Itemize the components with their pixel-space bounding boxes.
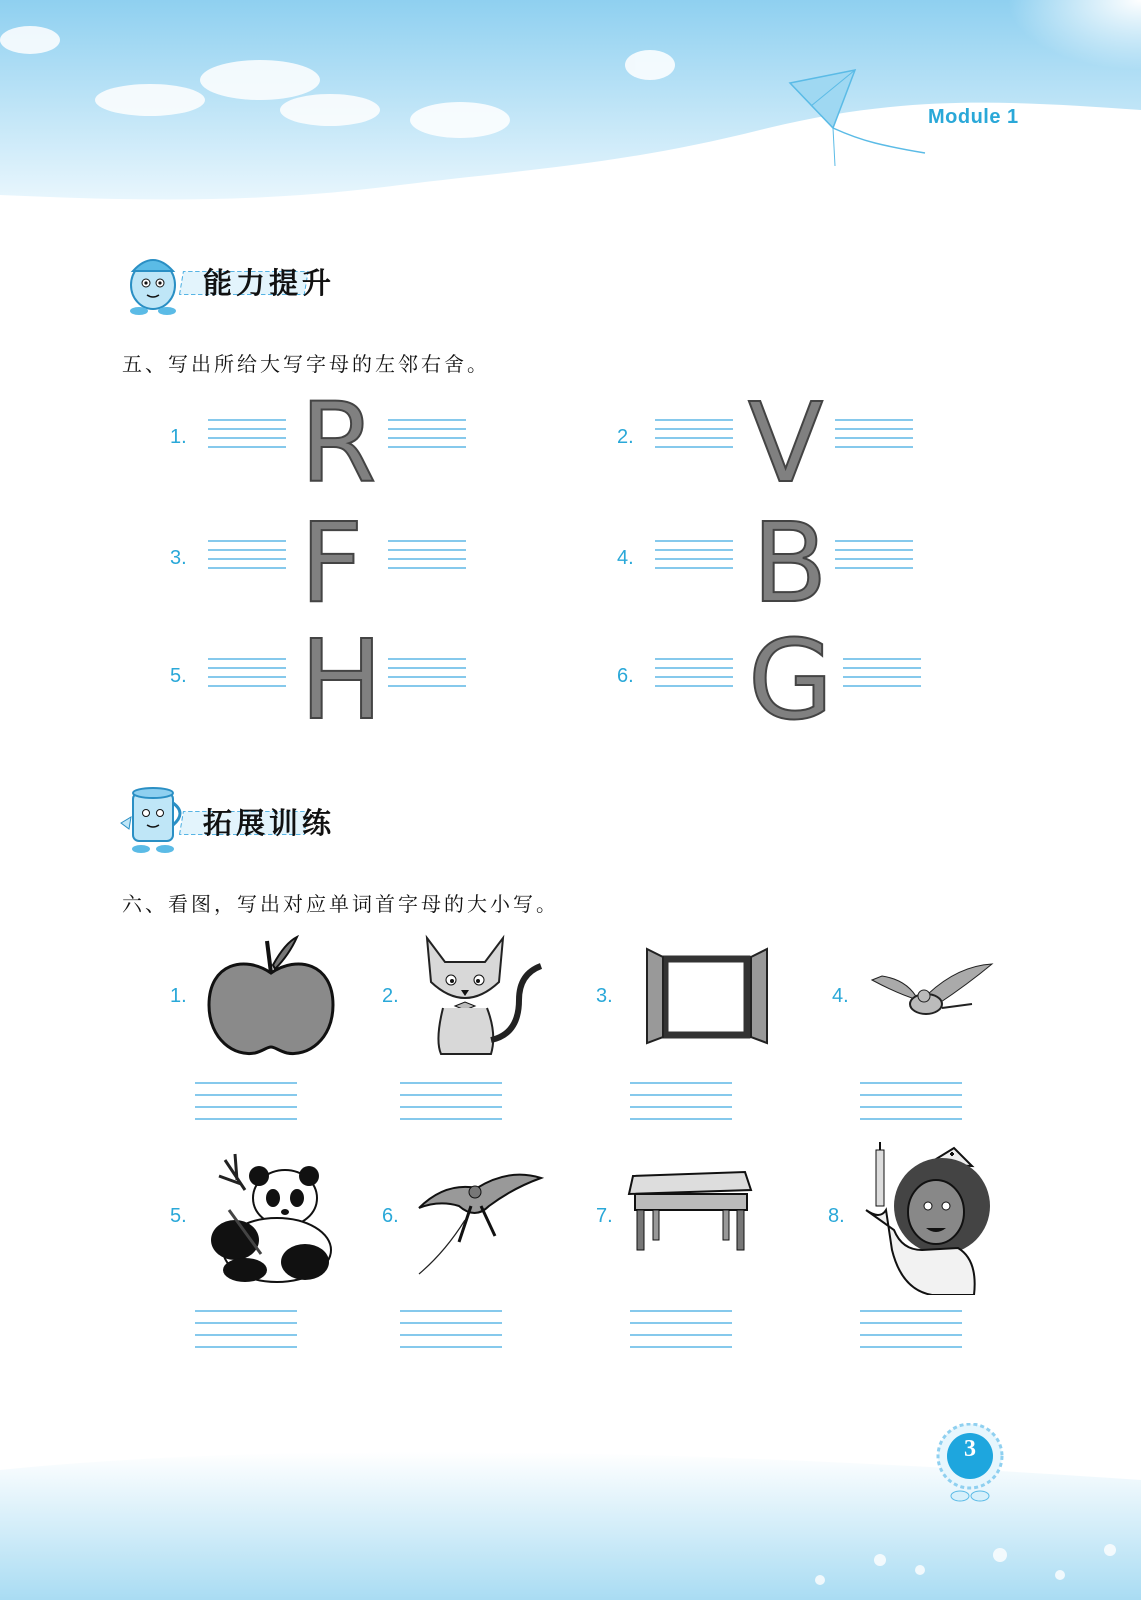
answer-lines-right[interactable] [835,419,913,449]
exercise-5-item-6 [617,665,634,688]
item-number: 7. [596,1205,613,1227]
item-number: 2. [617,426,634,448]
capital-letter: F [300,499,364,627]
answer-lines[interactable] [630,1310,732,1348]
item-number: 4. [617,547,634,569]
answer-lines-left[interactable] [655,419,733,449]
page-number-badge-icon [935,1423,1005,1503]
answer-lines[interactable] [400,1310,502,1348]
capital-letter: G [748,616,834,744]
item-number: 2. [382,985,399,1007]
instruction-six: 六、看图，写出对应单词首字母的大小写。 [122,892,559,916]
item-number: 6. [617,665,634,687]
section-header-ability [115,243,405,315]
exercise-5-item-5 [170,665,187,688]
window-icon [645,945,770,1045]
desk-icon [625,1168,755,1253]
apple-icon [205,935,337,1060]
answer-lines[interactable] [195,1082,297,1120]
answer-lines-right[interactable] [843,658,921,688]
panda-icon [205,1150,335,1285]
answer-lines[interactable] [195,1310,297,1348]
exercise-5-item-2 [617,426,634,449]
item-number: 6. [382,1205,399,1227]
instruction-five: 五、写出所给大写字母的左邻右舍。 [122,352,490,376]
exercise-5-item-4 [617,547,634,570]
exercise-5-item-1 [170,426,187,449]
answer-lines-left[interactable] [208,540,286,570]
capital-letter: B [752,499,828,627]
capital-letter: R [300,379,377,507]
item-number: 3. [596,985,613,1007]
answer-lines[interactable] [860,1310,962,1348]
item-number: 1. [170,985,187,1007]
item-number: 1. [170,426,187,448]
answer-lines-right[interactable] [835,540,913,570]
answer-lines[interactable] [400,1082,502,1120]
page-number: 3 [964,1436,976,1462]
bird-icon [868,960,1000,1030]
item-number: 8. [828,1205,845,1227]
kite-decoration-icon [785,68,930,168]
answer-lines-left[interactable] [208,658,286,688]
section-title: 能力提升 [203,266,336,300]
answer-lines[interactable] [860,1082,962,1120]
answer-lines-left[interactable] [655,658,733,688]
answer-lines-right[interactable] [388,540,466,570]
item-number: 4. [832,985,849,1007]
exercise-5-item-3 [170,547,187,570]
capital-letter: H [300,616,383,744]
module-label: Module 1 [928,106,1019,128]
kite-icon [415,1162,545,1277]
answer-lines-left[interactable] [208,419,286,449]
section-header-extension [115,783,405,855]
cat-icon [415,930,547,1060]
capital-letter: V [748,379,824,507]
answer-lines-left[interactable] [655,540,733,570]
answer-lines-right[interactable] [388,419,466,449]
answer-lines[interactable] [630,1082,732,1120]
answer-lines-right[interactable] [388,658,466,688]
nurse-icon [862,1140,992,1295]
section-title: 拓展训练 [203,806,336,840]
item-number: 5. [170,665,187,687]
item-number: 5. [170,1205,187,1227]
item-number: 3. [170,547,187,569]
